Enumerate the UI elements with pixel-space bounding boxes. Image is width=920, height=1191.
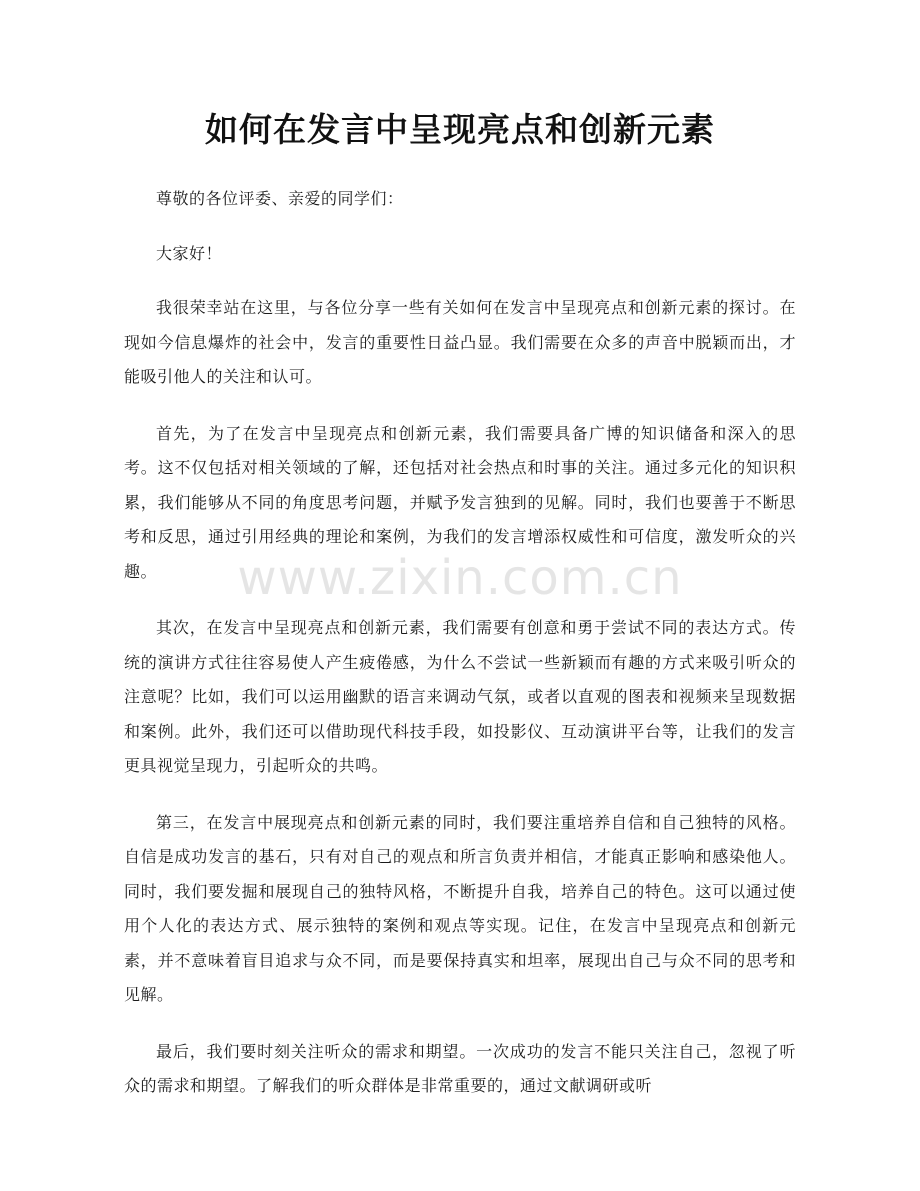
paragraph-first: 首先，为了在发言中呈现亮点和创新元素，我们需要具备广博的知识储备和深入的思考。这不仅包括对相关领域的了解，还包括对社会热点和时事的关注。通过多元化的知识积累，我们能够从不同的角度思考问题，并赋予发言独到的见解。同时，我们也要善于不断思考和反思，通过引用经典的理论和案例，为我们的发言增添权威性和可信度，激发听众的兴趣。 bbox=[124, 423, 796, 581]
greeting: 大家好！ bbox=[156, 243, 223, 263]
paragraph-intro: 我很荣幸站在这里，与各位分享一些有关如何在发言中呈现亮点和创新元素的探讨。在现如今信息爆炸的社会中，发言的重要性日益凸显。我们需要在众多的声音中脱颖而出，才能吸引他人的关注和认可。 bbox=[124, 298, 796, 386]
paragraph-second: 其次，在发言中呈现亮点和创新元素，我们需要有创意和勇于尝试不同的表达方式。传统的演讲方式往往容易使人产生疲倦感，为什么不尝试一些新颖而有趣的方式来吸引听众的注意呢？比如，我们可以运用幽默的语言来调动气氛，或者以直观的图表和视频来呈现数据和案例。此外，我们还可以借助现代科技手段，如投影仪、互动演讲平台等，让我们的发言更具视觉呈现力，引起听众的共鸣。 bbox=[124, 618, 796, 775]
paragraph-third: 第三，在发言中展现亮点和创新元素的同时，我们要注重培养自信和自己独特的风格。自信是成功发言的基石，只有对自己的观点和所言负责并相信，才能真正影响和感染他人。同时，我们要发掘和展现自己的独特风格，不断提升自我，培养自己的特色。这可以通过使用个人化的表达方式、展示独特的案例和观点等实现。记住，在发言中呈现亮点和创新元素，并不意味着盲目追求与众不同，而是要保持真实和坦率，展现出自己与众不同的思考和见解。 bbox=[124, 812, 796, 1004]
watermark: www.zixin.com.cn bbox=[237, 550, 683, 606]
document-body bbox=[124, 182, 796, 1126]
document-title: 如何在发言中呈现亮点和创新元素 bbox=[205, 110, 715, 149]
paragraph-last: 最后，我们要时刻关注听众的需求和期望。一次成功的发言不能只关注自己，忽视了听众的需求和期望。了解我们的听众群体是非常重要的，通过文献调研或听 bbox=[124, 1041, 796, 1095]
salutation: 尊敬的各位评委、亲爱的同学们： bbox=[156, 189, 404, 208]
